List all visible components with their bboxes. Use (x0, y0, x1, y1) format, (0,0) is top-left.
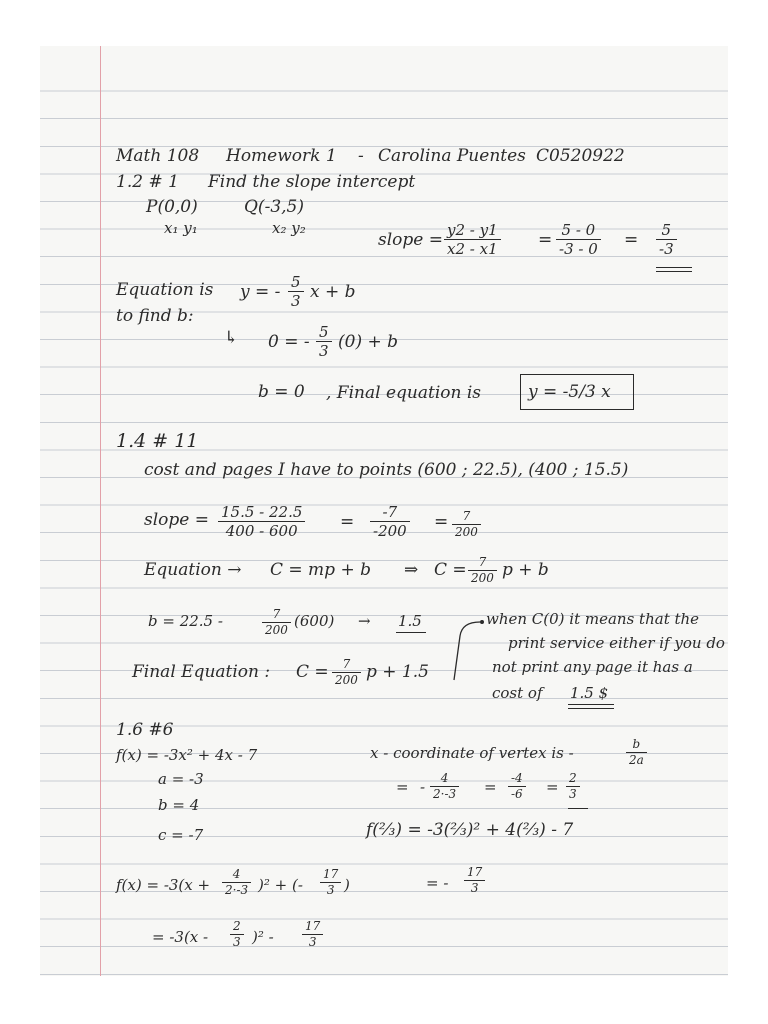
substitution-fraction-num: 5 (319, 323, 329, 341)
b-calc-fraction (262, 608, 291, 638)
student-id: C0520922 (536, 146, 625, 166)
vertex-form-den: 2·-3 (222, 882, 251, 898)
underline (568, 704, 614, 705)
underline (568, 808, 588, 809)
equation-lhs: y = - (240, 282, 281, 302)
equation-label-2: Equation → (144, 560, 242, 580)
vertex-fraction-den: 2a (626, 752, 647, 768)
note-pointer-line (440, 616, 500, 686)
vertex-calc-2 (508, 772, 526, 802)
final-c-den: 200 (332, 672, 361, 688)
vertex-calc-1 (430, 772, 459, 802)
equation-c-num: 7 (478, 555, 487, 569)
equation-fraction (288, 274, 304, 311)
slope-values-num: 5 - 0 (561, 221, 596, 239)
problem-2-context: cost and pages I have to points (600 ; 22.5), (400 ; 15.5) (144, 460, 629, 480)
problem-3-heading: 1.6 #6 (116, 720, 174, 740)
vertex-y-num: 17 (467, 865, 483, 879)
vertex-calc-3 (566, 772, 580, 802)
final-equation: y = -5/3 x (528, 382, 611, 402)
arrow-icon: ↳ (224, 328, 239, 348)
vertex-form-lhs: f(x) = -3(x + (116, 876, 211, 894)
vertex-calc-2-num: -4 (511, 771, 523, 785)
underline (656, 271, 692, 272)
underline (396, 632, 426, 633)
slope-values-den: -3 - 0 (556, 239, 601, 258)
problem-1-task: Find the slope intercept (208, 172, 416, 192)
underline (568, 708, 614, 709)
simplified-num: 2 (233, 919, 241, 933)
equals: = (340, 512, 355, 532)
find-b-label: to find b: (116, 306, 194, 326)
vertex-form-den-2: 3 (320, 882, 341, 898)
slope-result-num: 5 (661, 221, 672, 239)
coefficient-b: b = 4 (158, 796, 200, 814)
note-line-3: not print any page it has a (492, 658, 693, 676)
vertex-form-num-2: 17 (323, 867, 339, 881)
substitution-fraction (316, 324, 332, 361)
b-calc-den: 200 (262, 622, 291, 638)
equation-fraction-den: 3 (288, 291, 304, 310)
simplified-fraction-2 (302, 920, 323, 950)
vertex-form-end: ) (344, 876, 350, 894)
vertex-form-num: 4 (232, 867, 241, 881)
header-dash: - (358, 146, 364, 166)
arrow-right-icon: → (358, 612, 371, 630)
simplified-mid: )² - (252, 928, 274, 946)
equation-c-fraction (468, 556, 497, 586)
coefficient-c: c = -7 (158, 826, 204, 844)
slope-2-values-den: -200 (370, 521, 410, 540)
coefficient-a: a = -3 (158, 770, 204, 788)
substitution-fraction-den: 3 (316, 341, 332, 360)
vertex-fraction-num: b (632, 737, 641, 751)
simplified-lhs: = -3(x - (152, 928, 209, 946)
slope-label-2: slope = (144, 510, 209, 530)
implies-icon: ⇒ (404, 560, 419, 580)
note-line-1: when C(0) it means that the (486, 610, 700, 628)
b-calc-rhs: (600) (294, 612, 335, 630)
slope-result (656, 222, 677, 259)
equation-c-lhs: C = (434, 560, 467, 580)
vertex-calc-2-den: -6 (508, 786, 526, 802)
vertex-calc-3-den: 3 (566, 786, 580, 802)
note-line-2: print service either if you do (508, 634, 725, 652)
equation-c-rhs: p + b (502, 560, 549, 580)
point-p-subscripts: x₁ y₁ (164, 219, 198, 237)
problem-1-heading: 1.2 # 1 (116, 172, 179, 192)
b-result: b = 0 (258, 382, 305, 402)
slope-formula-num: y2 - y1 (447, 221, 498, 239)
substitution-lhs: 0 = - (268, 332, 310, 352)
note-value: 1.5 $ (570, 684, 609, 702)
vertex-form-fraction-2 (320, 868, 341, 898)
final-equation-text: , Final equation is (326, 383, 482, 403)
function-definition: f(x) = -3x² + 4x - 7 (116, 746, 258, 764)
slope-label-1: slope = (378, 230, 443, 250)
equation-general-form: C = mp + b (270, 560, 371, 580)
problem-2-heading: 1.4 # 11 (116, 430, 199, 452)
final-c-num: 7 (342, 657, 351, 671)
note-line-4: cost of (492, 684, 543, 702)
slope-2-values (370, 504, 410, 541)
vertex-y-value (464, 866, 485, 896)
equals: = (484, 778, 497, 796)
course-title: Math 108 (116, 146, 200, 166)
assignment-title: Homework 1 (226, 146, 337, 166)
vertex-calc-3-num: 2 (569, 771, 577, 785)
vertex-calc-1-num: 4 (440, 771, 449, 785)
b-calc-num: 7 (272, 607, 281, 621)
equation-fraction-num: 5 (291, 273, 301, 291)
point-q-subscripts: x₂ y₂ (272, 219, 306, 237)
final-c-fraction (332, 658, 361, 688)
vertex-calc-1-den: 2·-3 (430, 786, 459, 802)
equals: = (434, 512, 449, 532)
slope-values (556, 222, 601, 259)
slope-2-den: 400 - 600 (218, 521, 305, 540)
substitution-rhs: (0) + b (338, 332, 399, 352)
simplified-fraction (230, 920, 244, 950)
vertex-form-fraction (222, 868, 251, 898)
student-name: Carolina Puentes (378, 146, 526, 166)
underline (656, 267, 692, 268)
simplified-den: 3 (230, 934, 244, 950)
slope-2-values-num: -7 (382, 503, 398, 521)
slope-result-den: -3 (656, 239, 677, 258)
slope-2-formula (218, 504, 305, 541)
simplified-num-2: 17 (305, 919, 321, 933)
minus-sign: - (420, 778, 426, 796)
equation-label-1: Equation is (116, 280, 214, 300)
equals: = (396, 778, 409, 796)
equals: = (624, 230, 639, 250)
margin-line (100, 46, 101, 976)
slope-2-result-num: 7 (462, 509, 471, 523)
slope-formula-den: x2 - x1 (444, 239, 501, 258)
function-at-vertex: f(⅔) = -3(⅔)² + 4(⅔) - 7 (366, 820, 574, 840)
vertex-y-den: 3 (464, 880, 485, 896)
final-equation-label-2: Final Equation : (132, 662, 271, 682)
equals: = (538, 230, 553, 250)
point-p: P(0,0) (146, 197, 198, 217)
final-c-rhs: p + 1.5 (366, 662, 429, 682)
notebook-page (40, 46, 728, 976)
vertex-y-equals: = - (426, 874, 449, 892)
slope-2-num: 15.5 - 22.5 (221, 503, 303, 521)
equals: = (546, 778, 559, 796)
equation-rhs: x + b (310, 282, 356, 302)
final-c-lhs: C = (296, 662, 329, 682)
vertex-form-mid: )² + (- (258, 876, 303, 894)
slope-2-result (452, 510, 481, 540)
simplified-den-2: 3 (302, 934, 323, 950)
point-q: Q(-3,5) (244, 197, 304, 217)
equation-c-den: 200 (468, 570, 497, 586)
slope-formula (444, 222, 501, 259)
b-calc-lhs: b = 22.5 - (148, 612, 223, 630)
slope-2-result-den: 200 (452, 524, 481, 540)
vertex-text: x - coordinate of vertex is - (370, 744, 574, 762)
b-value: 1.5 (398, 612, 422, 630)
vertex-fraction (626, 738, 647, 768)
